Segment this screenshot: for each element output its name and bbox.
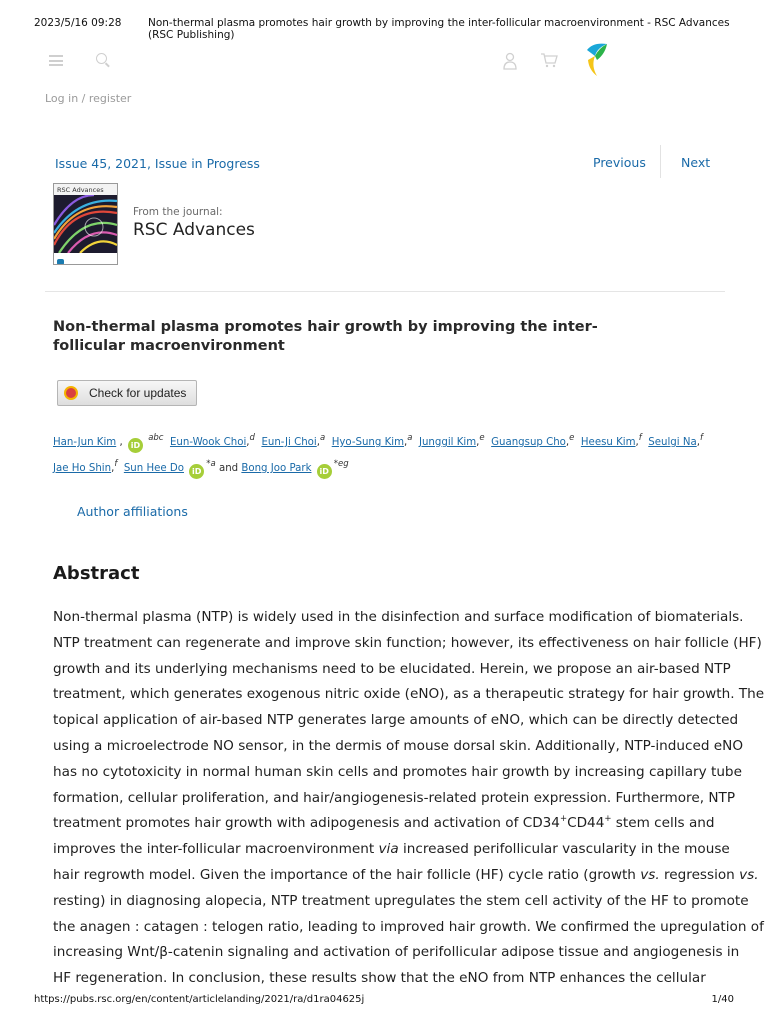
orcid-icon[interactable]: iD <box>189 464 204 479</box>
author-link[interactable]: Han-Jun Kim <box>53 437 117 448</box>
print-page-title: Non-thermal plasma promotes hair growth by improving the inter-follicular macroenvironment - RSC Advances (RSC Publishing) <box>148 17 730 41</box>
author-link[interactable]: Bong Joo Park <box>241 463 312 474</box>
abstract-heading: Abstract <box>53 563 140 584</box>
author-link[interactable]: Seulgi Na <box>648 437 697 448</box>
search-icon[interactable] <box>96 53 107 64</box>
menu-icon[interactable] <box>49 55 63 66</box>
author-link[interactable]: Heesu Kim <box>580 437 636 448</box>
orcid-icon[interactable]: iD <box>128 438 143 453</box>
cover-title: RSC Advances <box>54 184 117 195</box>
journal-cover[interactable] <box>53 183 118 265</box>
next-article-button[interactable]: Next <box>681 155 711 170</box>
user-icon[interactable] <box>503 52 517 70</box>
cover-art <box>54 195 117 253</box>
article-title: Non-thermal plasma promotes hair growth by improving the inter-follicular macroenvironment <box>53 319 598 354</box>
author-list: Han-Jun Kim , iD $^{abc}$ Eun-Wook Choi,$^d$ Eun-Ji Choi,$^a$ Hyo-Sung Kim,$^a$ Junggil Kim,$^e$ Guangsup Cho,$^e$ Heesu Kim,$^f$ Seulgi Na,$^f$ Jae Ho Shin,$^f$ Sun Hee Do $iD^{*a}$ and Bong Joo Park $iD^{*eg}$ <box>53 430 713 482</box>
from-journal-label: From the journal: <box>133 206 223 218</box>
site-header <box>0 40 768 84</box>
cart-icon[interactable] <box>540 52 558 68</box>
author-link[interactable]: Eun-Ji Choi <box>261 437 317 448</box>
author-link[interactable]: Sun Hee Do <box>123 463 184 474</box>
cover-publisher-logo <box>54 257 117 265</box>
crossmark-icon <box>64 386 78 400</box>
author-link[interactable]: Eun-Wook Choi <box>169 437 247 448</box>
login-register-link[interactable]: Log in / register <box>45 92 132 105</box>
check-for-updates-label: Check for updates <box>89 386 187 400</box>
orcid-icon[interactable]: iD <box>317 464 332 479</box>
issue-link[interactable]: Issue 45, 2021, Issue in Progress <box>55 156 260 171</box>
previous-article-button[interactable]: Previous <box>593 155 646 170</box>
author-link[interactable]: Hyo-Sung Kim <box>331 437 405 448</box>
author-link[interactable]: Jae Ho Shin <box>53 463 112 474</box>
issue-navigation <box>45 145 725 265</box>
author-link[interactable]: Guangsup Cho <box>491 437 566 448</box>
print-url: https://pubs.rsc.org/en/content/articlelanding/2021/ra/d1ra04625j <box>34 994 365 1005</box>
and-text: and <box>218 463 239 474</box>
journal-name[interactable]: RSC Advances <box>133 220 255 240</box>
section-divider <box>45 291 725 292</box>
print-date: 2023/5/16 09:28 <box>34 17 122 29</box>
check-for-updates-button[interactable] <box>57 380 197 406</box>
author-affiliations-toggle[interactable]: Author affiliations <box>77 504 188 519</box>
print-page-number: 1/40 <box>711 994 734 1005</box>
nav-divider <box>660 145 661 178</box>
author-link[interactable]: Junggil Kim <box>418 437 477 448</box>
rsc-logo[interactable] <box>583 40 611 78</box>
abstract-body: Non-thermal plasma (NTP) is widely used in the disinfection and surface modification of biomaterials. NTP treatment can regenerate and improve skin function; however, its effectiveness on hair follicle (HF) growth and its underlying mechanisms need to be elucidated. Herein, we propose an air-based NTP treatment, which generates exogenous nitric oxide (eNO), as a therapeutic strategy for hair growth. The topical application of air-based NTP generates large amounts of eNO, which can be directly detected using a microelectrode NO sensor, in the dermis of mouse dorsal skin. Additionally, NTP-induced eNO has no cytotoxicity in normal human skin cells and promotes hair growth by increasing capillary tube formation, cellular proliferation, and hair/angiogenesis-related protein expression. Furthermore, NTP treatment promotes hair growth with adipogenesis and activation of CD34+CD44+ stem cells and improves the inter-follicular macroenvironment via increased perifollicular vascularity in the mouse hair regrowth model. Given the importance of the hair follicle (HF) cycle ratio (growth vs. regression vs. resting) in diagnosing alopecia, NTP treatment upregulates the stem cell activity of the HF to promote the anagen : catagen : telogen ratio, leading to improved hair growth. We confirmed the upregulation of increasing Wnt/β-catenin signaling and activation of perifollicular adipose tissue and angiogenesis in HF regeneration. In conclusion, these results show that the eNO from NTP enhances the cellular <box>53 609 765 987</box>
